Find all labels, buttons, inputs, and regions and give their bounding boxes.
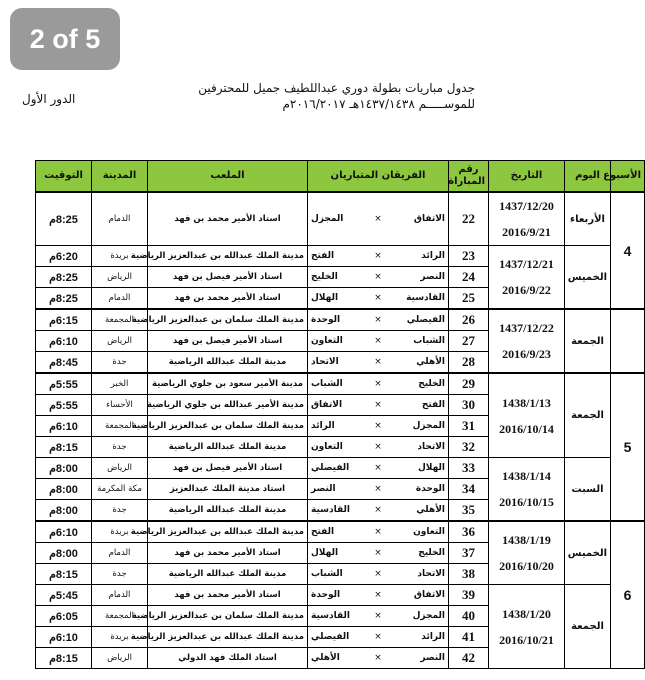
stadium-name: مدينة الملك عبدالله الرياضية [148, 352, 308, 374]
kickoff-time: 8:00م [36, 458, 92, 479]
away-team: الشباب [311, 379, 343, 389]
day-name: الخميس [565, 246, 611, 310]
match-number: 30 [449, 395, 489, 416]
header-row [36, 161, 645, 193]
home-team: القادسية [406, 293, 445, 303]
round-label: الدور الأول [22, 92, 76, 106]
versus-symbol: × [374, 293, 382, 303]
match-date [489, 373, 565, 458]
header-match-no: رقم المباراة [449, 161, 489, 193]
gregorian-date: 2016/10/21 [499, 632, 554, 647]
match-row [36, 309, 645, 331]
gregorian-date: 2016/9/22 [502, 283, 551, 297]
away-team: الاتفاق [311, 400, 343, 410]
match-number: 22 [449, 192, 489, 246]
match-row [36, 192, 645, 246]
away-team: الفيصلي [311, 632, 350, 642]
stadium-name: مدينة الأمير سعود بن جلوي الرياضية [148, 373, 308, 395]
kickoff-time: 8:00م [36, 479, 92, 500]
versus-symbol: × [374, 569, 382, 579]
match-number: 29 [449, 373, 489, 395]
stadium-name: استاد الأمير محمد بن فهد [148, 288, 308, 310]
versus-symbol: × [374, 214, 382, 224]
hijri-date: 1437/12/20 [499, 199, 554, 213]
away-team: الوحدة [311, 590, 341, 600]
kickoff-time: 6:10م [36, 331, 92, 352]
kickoff-time: 8:00م [36, 543, 92, 564]
home-team: النصر [420, 272, 445, 282]
stadium-name: استاد مدينة الملك عبدالعزيز [148, 479, 308, 500]
home-team: الاتحاد [417, 569, 445, 579]
stadium-name: استاد الأمير فيصل بن فهد [148, 458, 308, 479]
match-number: 34 [449, 479, 489, 500]
kickoff-time: 8:00م [36, 500, 92, 522]
versus-symbol: × [374, 357, 382, 367]
away-team: الخليج [311, 272, 338, 282]
match-number: 23 [449, 246, 489, 267]
away-team: الوحدة [311, 315, 341, 325]
stadium-name: استاد الأمير محمد بن فهد [148, 543, 308, 564]
match-row [36, 458, 645, 479]
home-team: المجزل [412, 421, 445, 431]
match-number: 27 [449, 331, 489, 352]
match-number: 32 [449, 437, 489, 458]
match-number: 31 [449, 416, 489, 437]
city-name: الرياض [92, 331, 148, 352]
stadium-name: استاد الأمير فيصل بن فهد [148, 331, 308, 352]
home-team: الفتح [421, 400, 445, 410]
city-name: المجمعة [92, 416, 148, 437]
kickoff-time: 6:20م [36, 246, 92, 267]
kickoff-time: 8:25م [36, 288, 92, 310]
versus-symbol: × [374, 653, 382, 663]
match-number: 28 [449, 352, 489, 374]
gregorian-date: 2016/9/21 [502, 225, 551, 239]
versus-symbol: × [374, 379, 382, 389]
title-line-2: للموســـــم ١٤٣٧/١٤٣٨هـ ٢٠١٦/٢٠١٧م [282, 97, 475, 111]
home-team: الرائد [421, 632, 445, 642]
day-name: الجمعة [565, 585, 611, 669]
match-number: 36 [449, 521, 489, 543]
day-name: الخميس [565, 521, 611, 585]
kickoff-time: 8:25م [36, 267, 92, 288]
match-row [36, 521, 645, 543]
header-city: المدينة [92, 161, 148, 193]
match-teams [308, 627, 449, 648]
home-team: الخليج [418, 548, 445, 558]
match-date [489, 458, 565, 522]
home-team: الأهلي [416, 505, 445, 515]
match-date [489, 246, 565, 310]
match-number: 37 [449, 543, 489, 564]
day-name: الأربعاء [565, 192, 611, 246]
header-week: الأسبوع [611, 161, 645, 193]
header-date: التاريخ [489, 161, 565, 193]
match-number: 35 [449, 500, 489, 522]
city-name: الدمام [92, 192, 148, 246]
stadium-name: مدينة الأمير عبدالله بن جلوي الرياضية [148, 395, 308, 416]
versus-symbol: × [374, 463, 382, 473]
stadium-name: مدينة الملك عبدالله الرياضية [148, 564, 308, 585]
match-teams [308, 437, 449, 458]
match-number: 26 [449, 309, 489, 331]
stadium-name: مدينة الملك عبدالله الرياضية [148, 500, 308, 522]
away-team: الفتح [311, 251, 335, 261]
match-row [36, 585, 645, 606]
title-line-1: جدول مباريات بطولة دوري عبداللطيف جميل للمحترفين [198, 81, 475, 95]
week-number: 6 [611, 521, 645, 669]
match-teams [308, 648, 449, 669]
city-name: الرياض [92, 648, 148, 669]
kickoff-time: 6:05م [36, 606, 92, 627]
away-team: الفيصلي [311, 463, 350, 473]
home-team: الأهلي [416, 357, 445, 367]
city-name: جدة [92, 352, 148, 374]
stadium-name: استاد الملك فهد الدولي [148, 648, 308, 669]
match-teams [308, 564, 449, 585]
kickoff-time: 5:55م [36, 395, 92, 416]
gregorian-date: 2016/10/14 [499, 421, 554, 436]
city-name: الأحساء [92, 395, 148, 416]
match-teams [308, 458, 449, 479]
away-team: الاتحاد [311, 357, 339, 367]
match-teams [308, 416, 449, 437]
week-number: 4 [611, 192, 645, 309]
versus-symbol: × [374, 484, 382, 494]
city-name: جدة [92, 437, 148, 458]
match-teams [308, 606, 449, 627]
match-number: 39 [449, 585, 489, 606]
away-team: التعاون [311, 336, 343, 346]
kickoff-time: 6:10م [36, 521, 92, 543]
city-name: الدمام [92, 585, 148, 606]
kickoff-time: 5:45م [36, 585, 92, 606]
hijri-date: 1437/12/21 [499, 257, 554, 271]
match-teams [308, 500, 449, 522]
stadium-name: مدينة الملك عبدالله بن عبدالعزيز الرياضية [148, 627, 308, 648]
home-team: الاتفاق [413, 214, 445, 224]
home-team: التعاون [413, 527, 445, 537]
home-team: النصر [420, 653, 445, 663]
stadium-name: مدينة الملك عبدالله الرياضية [148, 437, 308, 458]
versus-symbol: × [374, 315, 382, 325]
match-number: 25 [449, 288, 489, 310]
city-name: الدمام [92, 543, 148, 564]
match-date [489, 521, 565, 585]
header-teams: الفريقان المتباريان [308, 161, 449, 193]
city-name: بريدة [92, 246, 148, 267]
versus-symbol: × [374, 548, 382, 558]
match-teams [308, 585, 449, 606]
gregorian-date: 2016/10/20 [499, 559, 554, 573]
header-time: التوقيت [36, 161, 92, 193]
kickoff-time: 5:55م [36, 373, 92, 395]
match-teams [308, 267, 449, 288]
match-date [489, 585, 565, 669]
stadium-name: مدينة الملك عبدالله بن عبدالعزيز الرياضية [148, 521, 308, 543]
match-teams [308, 479, 449, 500]
match-teams [308, 373, 449, 395]
match-teams [308, 309, 449, 331]
away-team: الرائد [311, 421, 335, 431]
match-teams [308, 352, 449, 374]
city-name: الرياض [92, 458, 148, 479]
away-team: التعاون [311, 442, 343, 452]
city-name: بريدة [92, 521, 148, 543]
versus-symbol: × [374, 400, 382, 410]
city-name: الخبر [92, 373, 148, 395]
week-number: 5 [611, 373, 645, 521]
home-team: الشباب [413, 336, 445, 346]
match-date [489, 309, 565, 373]
home-team: الاتفاق [413, 590, 445, 600]
versus-symbol: × [374, 527, 382, 537]
kickoff-time: 6:10م [36, 627, 92, 648]
match-number: 42 [449, 648, 489, 669]
city-name: المجمعة [92, 606, 148, 627]
match-row [36, 373, 645, 395]
versus-symbol: × [374, 632, 382, 642]
hijri-date: 1438/1/13 [502, 395, 551, 410]
kickoff-time: 8:25م [36, 192, 92, 246]
city-name: بريدة [92, 627, 148, 648]
away-team: الفتح [311, 527, 335, 537]
versus-symbol: × [374, 505, 382, 515]
kickoff-time: 6:10م [36, 416, 92, 437]
home-team: الاتحاد [417, 442, 445, 452]
stadium-name: مدينة الملك سلمان بن عبدالعزيز الرياضية [148, 606, 308, 627]
stadium-name: مدينة الملك عبدالله بن عبدالعزيز الرياضية [148, 246, 308, 267]
match-teams [308, 192, 449, 246]
home-team: الخليج [418, 379, 445, 389]
kickoff-time: 8:15م [36, 437, 92, 458]
versus-symbol: × [374, 336, 382, 346]
city-name: الدمام [92, 288, 148, 310]
stadium-name: مدينة الملك سلمان بن عبدالعزيز الرياضية [148, 416, 308, 437]
match-date [489, 192, 565, 246]
hijri-date: 1438/1/20 [502, 606, 551, 621]
schedule-body [36, 192, 645, 669]
match-number: 38 [449, 564, 489, 585]
versus-symbol: × [374, 442, 382, 452]
gregorian-date: 2016/10/15 [499, 495, 554, 509]
schedule-table [35, 160, 645, 669]
away-team: الهلال [311, 293, 339, 303]
city-name: جدة [92, 500, 148, 522]
gregorian-date: 2016/9/23 [502, 347, 551, 361]
away-team: القادسية [311, 611, 350, 621]
kickoff-time: 8:15م [36, 564, 92, 585]
document-title [175, 80, 475, 112]
versus-symbol: × [374, 611, 382, 621]
match-teams [308, 543, 449, 564]
day-name: الجمعة [565, 309, 611, 373]
match-number: 24 [449, 267, 489, 288]
match-teams [308, 246, 449, 267]
kickoff-time: 8:15م [36, 648, 92, 669]
away-team: المجزل [311, 214, 344, 224]
hijri-date: 1438/1/14 [502, 469, 551, 483]
away-team: الأهلي [311, 653, 340, 663]
city-name: مكة المكرمة [92, 479, 148, 500]
match-number: 41 [449, 627, 489, 648]
city-name: جدة [92, 564, 148, 585]
hijri-date: 1438/1/19 [502, 533, 551, 547]
away-team: الهلال [311, 548, 339, 558]
week-number [611, 309, 645, 373]
header-day: اليوم [565, 161, 611, 193]
header-stadium: الملعب [148, 161, 308, 193]
away-team: القادسية [311, 505, 350, 515]
match-number: 40 [449, 606, 489, 627]
city-name: المجمعة [92, 309, 148, 331]
home-team: الوحدة [415, 484, 445, 494]
home-team: الهلال [417, 463, 445, 473]
match-row [36, 246, 645, 267]
versus-symbol: × [374, 421, 382, 431]
home-team: الفيصلي [406, 315, 445, 325]
away-team: الشباب [311, 569, 343, 579]
away-team: النصر [311, 484, 336, 494]
stadium-name: استاد الأمير محمد بن فهد [148, 585, 308, 606]
day-name: الجمعة [565, 373, 611, 458]
versus-symbol: × [374, 251, 382, 261]
home-team: المجزل [412, 611, 445, 621]
versus-symbol: × [374, 272, 382, 282]
versus-symbol: × [374, 590, 382, 600]
kickoff-time: 6:15م [36, 309, 92, 331]
stadium-name: استاد الأمير فيصل بن فهد [148, 267, 308, 288]
match-teams [308, 395, 449, 416]
match-teams [308, 288, 449, 310]
kickoff-time: 8:45م [36, 352, 92, 374]
match-number: 33 [449, 458, 489, 479]
stadium-name: مدينة الملك سلمان بن عبدالعزيز الرياضية [148, 309, 308, 331]
match-teams [308, 521, 449, 543]
city-name: الرياض [92, 267, 148, 288]
hijri-date: 1437/12/22 [499, 321, 554, 335]
page-indicator-badge: 2 of 5 [10, 8, 120, 70]
day-name: السبت [565, 458, 611, 522]
home-team: الرائد [421, 251, 445, 261]
match-teams [308, 331, 449, 352]
stadium-name: استاد الأمير محمد بن فهد [148, 192, 308, 246]
